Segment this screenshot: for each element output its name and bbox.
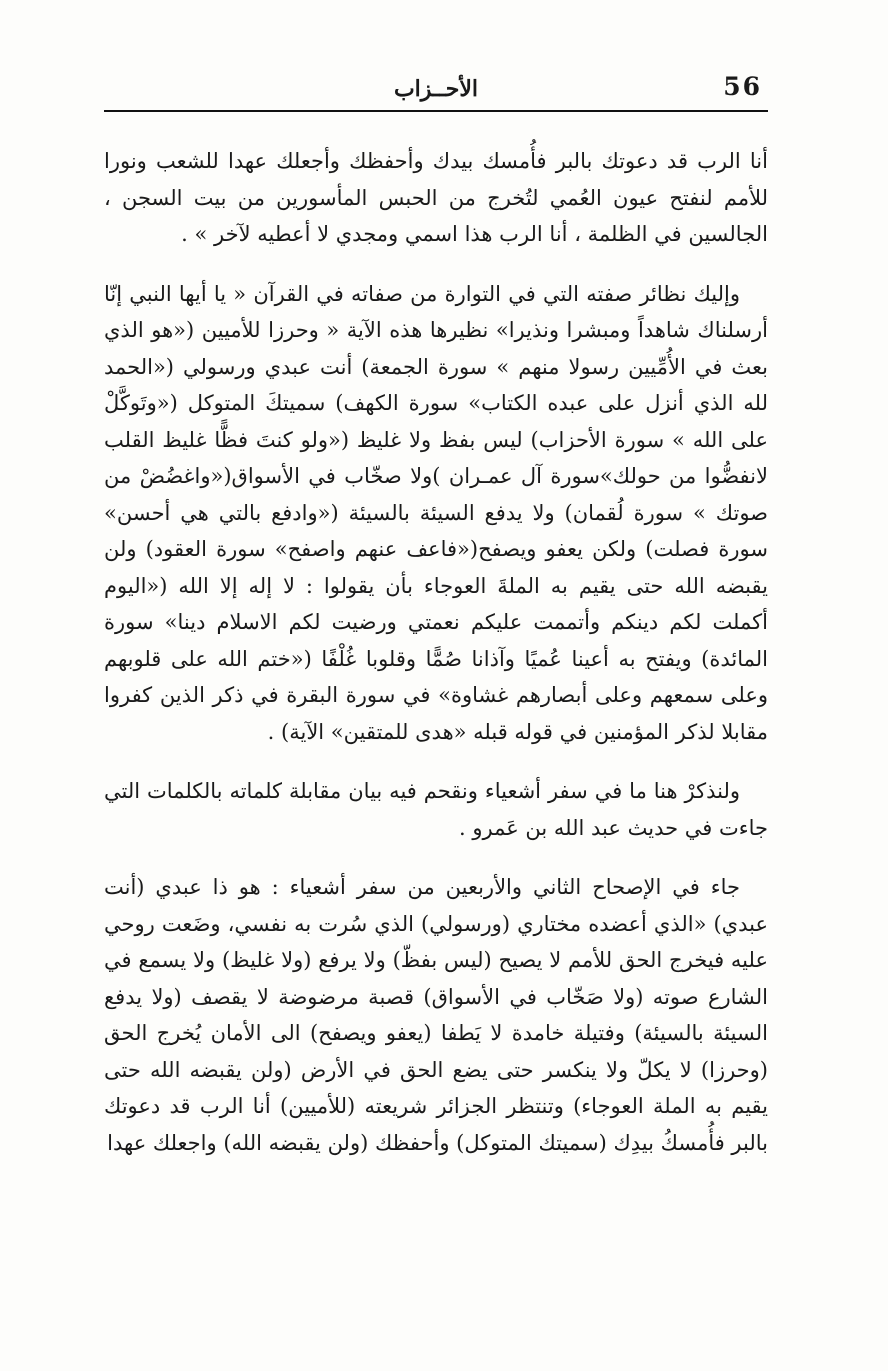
body-text <box>104 143 768 1184</box>
paragraph-isaiah-42: جاء في الإصحاح الثاني والأربعين من سفر أشعياء : هو ذا عبدي (أنت عبدي) «الذي أعضده مختاري (ورسولي) الذي سُرت به نفسي، وضَعت روحي عليه فيخرج الحق للأمم لا يصيح (ليس بفظّ) ولا يرفع (ولا غليظ) ولا يسمع في الشارع صوته (ولا صَخّاب في الأسواق) قصبة مرضوضة لا يقصف (ولا يدفع السيئة بالسيئة) وفتيلة خامدة لا يَطفا (يعفو ويصفح) الى الأمان يُخرج الحق (وحرزا) لا يكلّ ولا ينكسر حتى يضع الحق في الأرض (ولن يقبضه الله حتى يقيم به الملة العوجاء) وتنتظر الجزائر شريعته (للأميين) أنا الرب قد دعوتك بالبر فأُمسكُ بيدِك (سميتك المتوكل) وأحفظك (ولن يقبضه الله) واجعلك عهدا <box>104 875 768 1155</box>
paragraph-quote-continuation: أنا الرب قد دعوتك بالبر فأُمسك بيدك وأحفظك وأجعلك عهدا للشعب ونورا للأمم لنفتح عيون العُمي لتُخرج من الحبس المأسورين من بيت السجن ، الجالسين في الظلمة ، أنا الرب هذا اسمي ومجدي لا أعطيه لآخر » . <box>104 149 768 246</box>
page-number: 56 <box>723 72 762 101</box>
header-rule <box>104 110 768 112</box>
running-title: الأحــزاب <box>393 76 479 102</box>
page-header <box>104 62 768 112</box>
paragraph-quran-parallels: وإليك نظائر صفته التي في التوارة من صفاته في القرآن « يا أيها النبي إنّا أرسلناك شاهداً ومبشرا ونذيرا» نظيرها هذه الآية « وحرزا للأميين («هو الذي بعث في الأُمِّيين رسولا منهم » سورة الجمعة) أنت عبدي ورسولي («الحمد لله الذي أنزل على عبده الكتاب» سورة الكهف) سميتكَ المتوكل («وتَوكَّلْ على الله » سورة الأحزاب) ليس بفظ ولا غليظ («ولو كنتَ فظًّا غليظ القلب لانفضُّوا من حولك»سورة آل عمـران )ولا صخّاب في الأسواق(«واغضُضْ من صوتك » سورة لُقمان) ولا يدفع السيئة بالسيئة («وادفع بالتي هي أحسن» سورة فصلت) ولكن يعفو ويصفح(«فاعف عنهم واصفح» سورة العقود) ولن يقبضه الله حتى يقيم به الملةَ العوجاء بأن يقولوا : لا إله إلا الله («اليوم أكملت لكم دينكم وأتممت عليكم نعمتي ورضيت لكم الاسلام دينا» سورة المائدة) ويفتح به أعينا عُميًا وآذانا صُمًّا وقلوبا غُلْفًا («ختم الله على قلوبهم وعلى سمعهم وعلى أبصارهم غشاوة» في سورة البقرة في ذكر الذين كفروا مقابلا لذكر المؤمنين في قوله قبله «هدى للمتقين» الآية) . <box>104 281 768 744</box>
paragraph-isaiah-intro: ولنذكرْ هنا ما في سفر أشعياء ونقحم فيه بيان مقابلة كلماته بالكلمات التي جاءت في حديث عبد الله بن عَمرو . <box>104 779 768 840</box>
